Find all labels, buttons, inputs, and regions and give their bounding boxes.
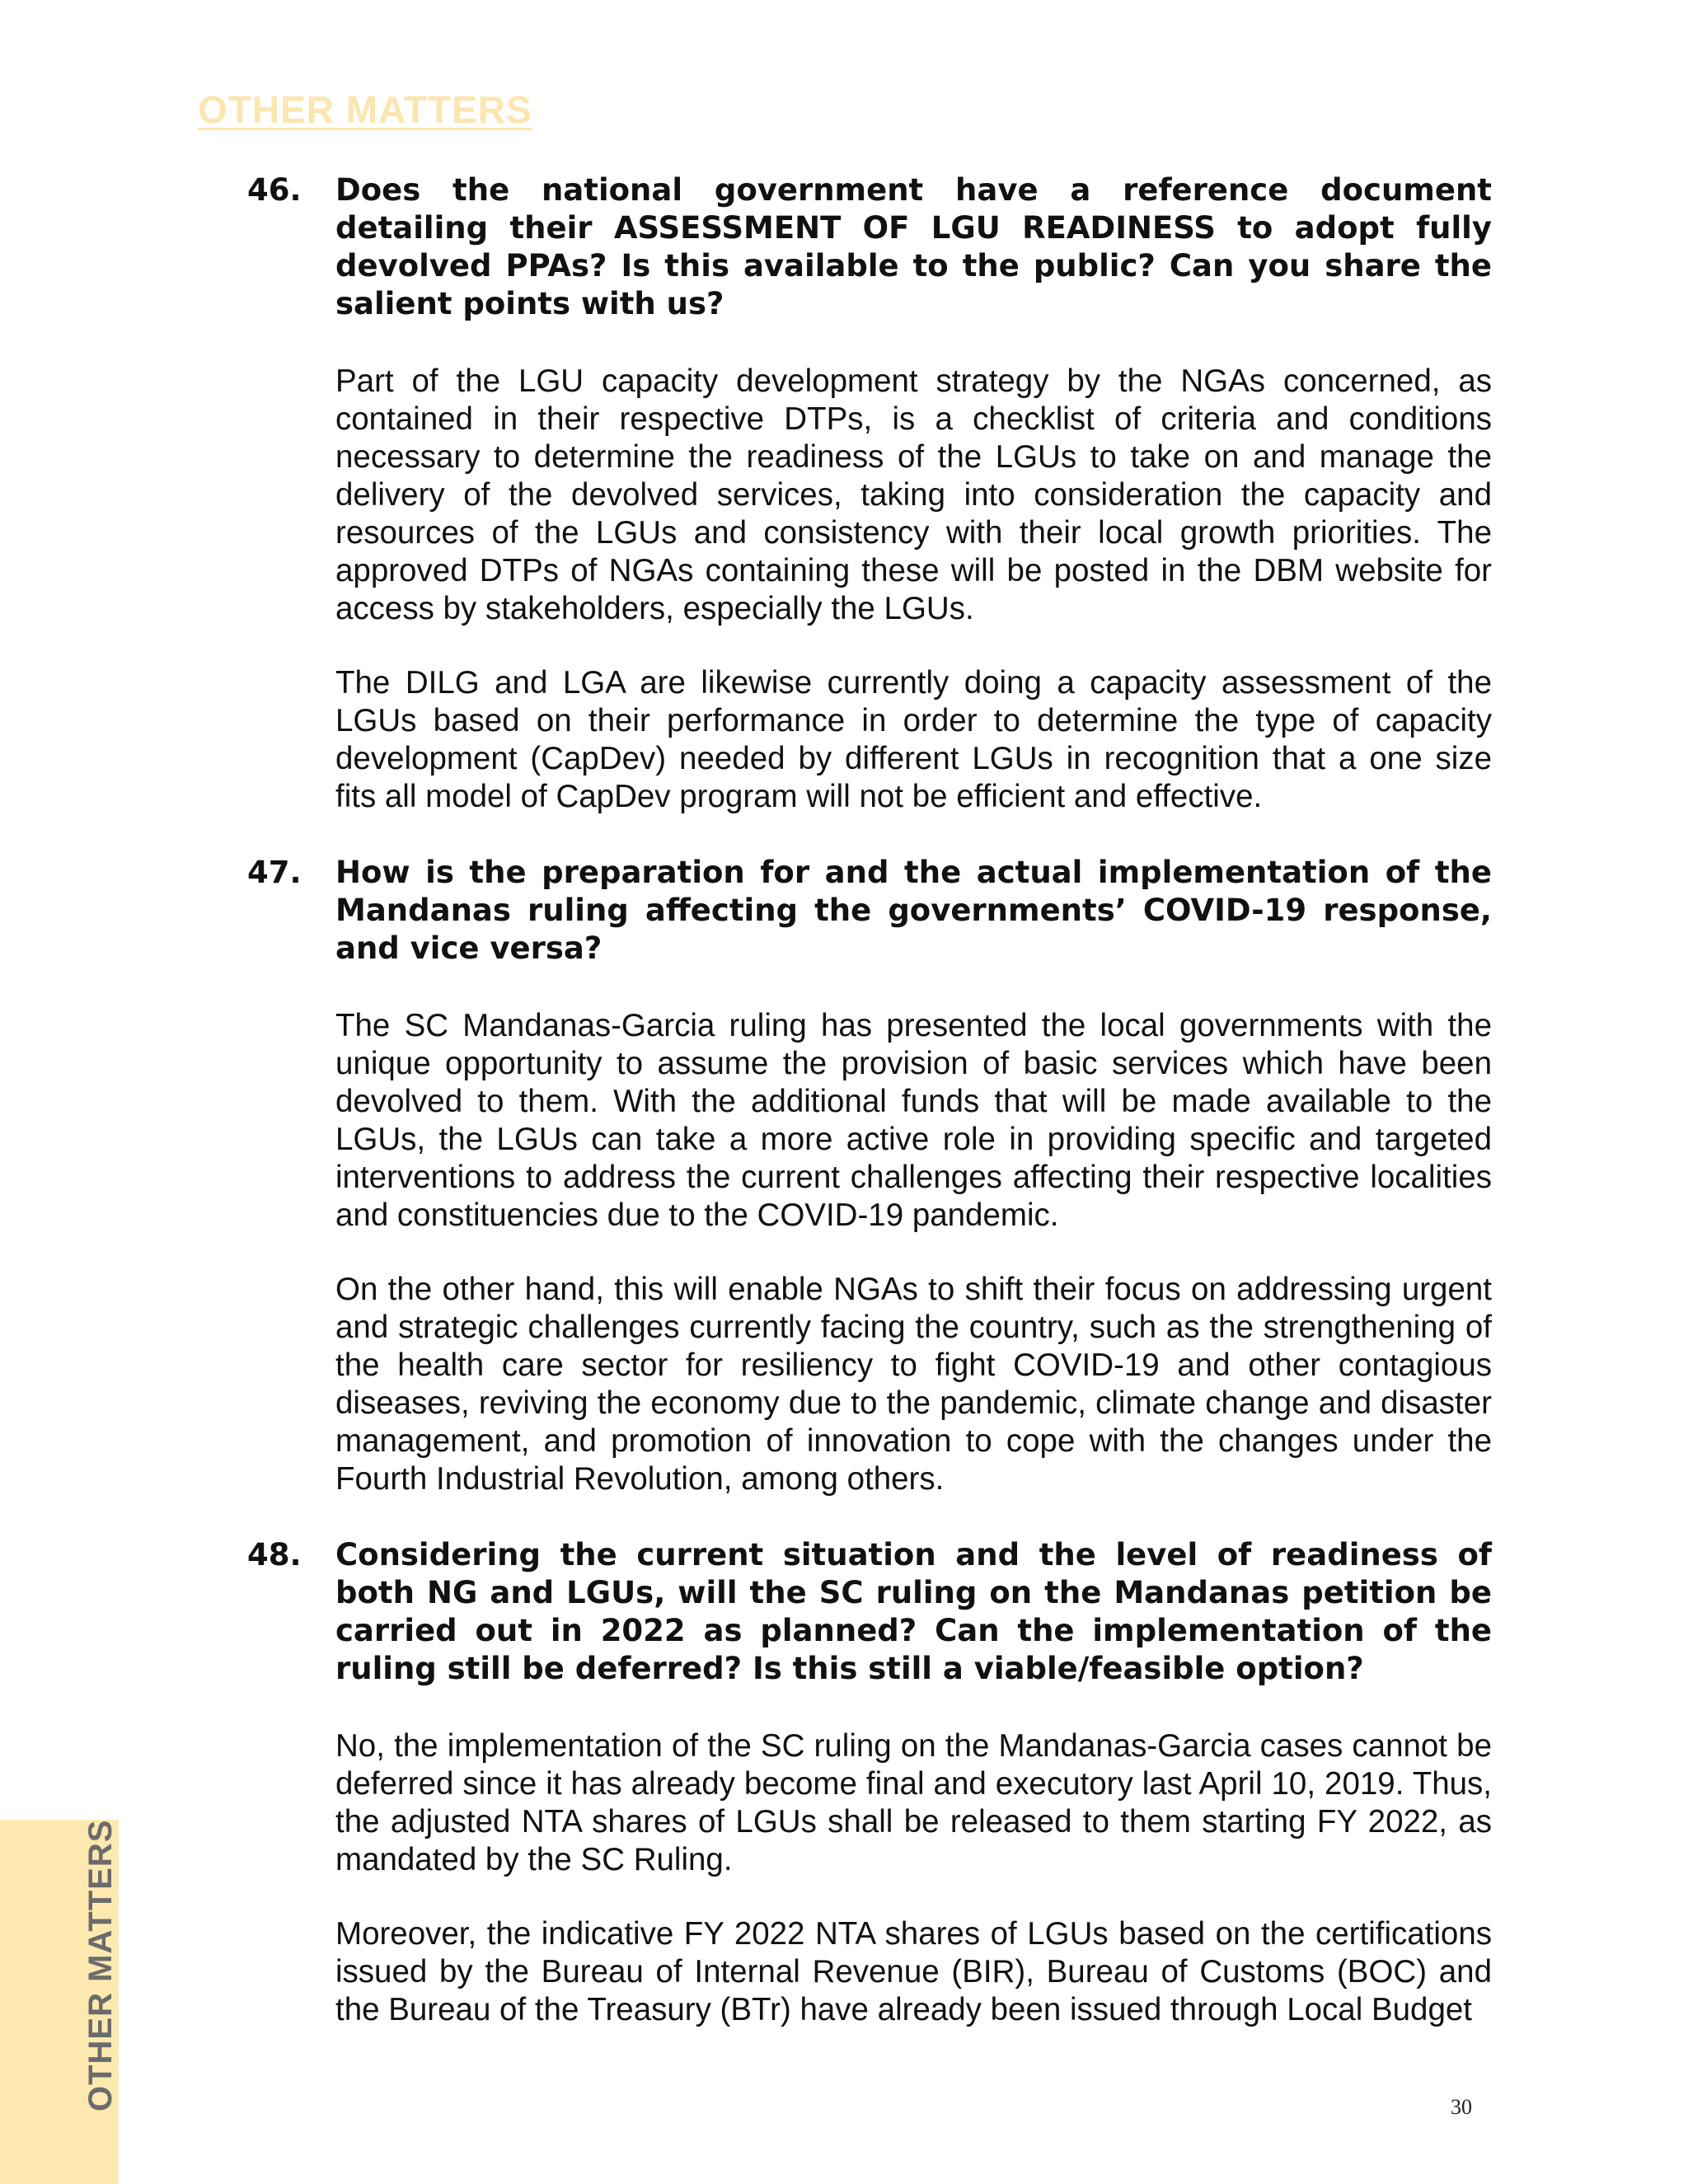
answer-paragraph: Part of the LGU capacity development strategy by the NGAs concerned, as contained in their respective DTPs, is a checklist of criteria and conditions necessary to determine the readiness of the LGUs to take on and manage the delivery of the devolved services, taking into consideration the capacity and resources of the LGUs and consistency with their local growth priorities. The approved DTPs of NGAs containing these will be posted in the DBM website for access by stakeholders, especially the LGUs. (335, 363, 1492, 626)
qa-content (247, 171, 1492, 2029)
question-48 (247, 1536, 1492, 1688)
question-number: 47. (247, 855, 302, 890)
answer-paragraph: The DILG and LGA are likewise currently doing a capacity assessment of the LGUs based on their performance in order to determine the type of capacity development (CapDev) needed by different LGUs in recognition that a one size fits all model of CapDev program will not be efficient and effective. (335, 665, 1492, 814)
question-text: How is the preparation for and the actual implementation of the Mandanas ruling affecting the governments’ COVID-19 response, and vice versa? (335, 855, 1492, 966)
question-number: 46. (247, 172, 302, 208)
page-number: 30 (1451, 2095, 1472, 2119)
question-text: Does the national government have a reference document detailing their ASSESSMENT OF LGU READINESS to adopt fully devolved PPAs? Is this available to the public? Can you share the salient points with us? (335, 172, 1492, 321)
answer-paragraph: On the other hand, this will enable NGAs to shift their focus on addressing urgent and strategic challenges currently facing the country, such as the strengthening of the health care sector for resiliency to fight COVID-19 and other contagious diseases, reviving the economy due to the pandemic, climate change and disaster management, and promotion of innovation to cope with the changes under the Fourth Industrial Revolution, among others. (335, 1272, 1492, 1497)
answer-paragraph: Moreover, the indicative FY 2022 NTA shares of LGUs based on the certifications issued by the Bureau of Internal Revenue (BIR), Bureau of Customs (BOC) and the Bureau of the Treasury (BTr) have already been issued through Local Budget (335, 1916, 1492, 2027)
question-46 (247, 171, 1492, 323)
section-title: OTHER MATTERS (198, 88, 532, 131)
sidebar-label: OTHER MATTERS (82, 1819, 119, 2111)
answer-paragraph: The SC Mandanas-Garcia ruling has presented the local governments with the unique opportunity to assume the provision of basic services which have been devolved to them. With the additional funds that will be made available to the LGUs, the LGUs can take a more active role in providing specific and targeted interventions to address the current challenges affecting their respective localities and constituencies due to the COVID-19 pandemic. (335, 1008, 1492, 1233)
question-text: Considering the current situation and the level of readiness of both NG and LGUs, will the SC ruling on the Mandanas petition be carried out in 2022 as planned? Can the implementation of the ruling still be deferred? Is this still a viable/feasible option? (335, 1537, 1492, 1686)
question-47 (247, 854, 1492, 968)
question-number: 48. (247, 1537, 302, 1572)
answer-paragraph: No, the implementation of the SC ruling on the Mandanas-Garcia cases cannot be deferred since it has already become final and executory last April 10, 2019. Thus, the adjusted NTA shares of LGUs shall be released to them starting FY 2022, as mandated by the SC Ruling. (335, 1728, 1492, 1877)
